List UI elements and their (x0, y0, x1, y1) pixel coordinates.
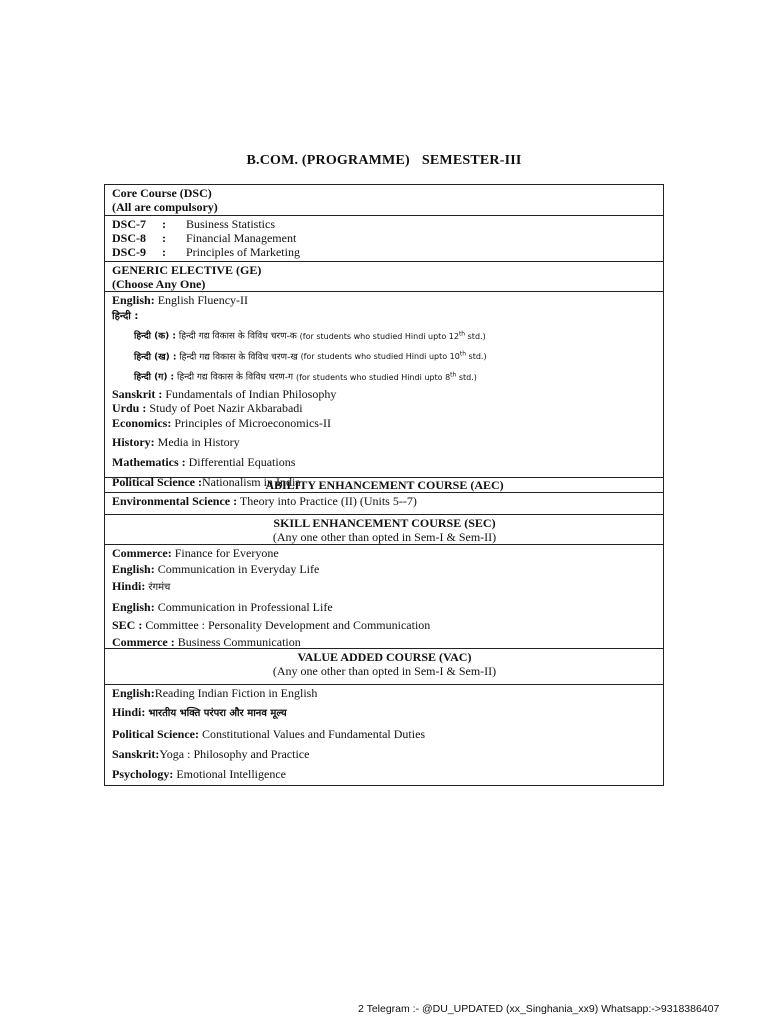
ge-hindi-option: हिन्दी (ग) : हिन्दी गद्य विकास के विविध चरण-ग (for students who studied Hindi upto 8th std.) (134, 371, 477, 383)
vac-item: English:Reading Indian Fiction in English (112, 686, 318, 700)
course-table (104, 184, 664, 786)
aec-item-section (105, 493, 663, 515)
vac-heading: VALUE ADDED COURSE (VAC) (297, 650, 472, 664)
dsc-colon: : (162, 245, 166, 259)
ge-english: English: English Fluency-II (112, 293, 249, 307)
dsc-code: DSC-7 (112, 217, 147, 231)
dsc-row (112, 217, 657, 231)
ge-urdu: Urdu : Study of Poet Nazir Akbarabadi (112, 400, 303, 415)
dsc-name: Financial Management (186, 231, 297, 245)
sec-item: Commerce: Finance for Everyone (112, 546, 279, 560)
title-programme: B.COM. (PROGRAMME) (246, 153, 410, 168)
dsc-colon: : (162, 217, 166, 231)
title-semester: SEMESTER-III (421, 153, 522, 168)
vac-item: Hindi: भारतीय भक्ति परंपरा और मानव मूल्य (112, 705, 287, 719)
sec-item: Hindi: रंगमंच (112, 579, 171, 593)
sec-subheading: (Any one other than opted in Sem-I & Sem-II) (272, 530, 497, 544)
ge-heading: GENERIC ELECTIVE (GE) (112, 263, 262, 277)
footer-text: 2 Telegram :- @DU_UPDATED (xx_Singhania_xx9) Whatsapp:->9318386407 (358, 1003, 720, 1015)
ge-subheading: (Choose Any One) (112, 277, 206, 291)
aec-item: Environmental Science : Theory into Practice (II) (Units 5--7) (112, 494, 417, 508)
core-subheading: (All are compulsory) (112, 200, 218, 214)
ge-hindi-option: हिन्दी (क) : हिन्दी गद्य विकास के विविध चरण-क (for students who studied Hindi upto 12th std.) (134, 330, 486, 342)
ge-heading-section (105, 262, 663, 292)
sec-heading-section (105, 515, 663, 545)
dsc-row (112, 245, 657, 259)
dsc-colon: : (162, 231, 166, 245)
ge-history: History: Media in History (112, 434, 240, 449)
core-heading: Core Course (DSC) (112, 186, 212, 200)
vac-subheading: (Any one other than opted in Sem-I & Sem-II) (272, 664, 497, 678)
sec-item: Commerce : Business Communication (112, 635, 301, 649)
dsc-name: Principles of Marketing (186, 245, 300, 259)
vac-item: Political Science: Constitutional Values and Fundamental Duties (112, 727, 426, 741)
aec-heading: ABILITY ENHANCEMENT COURSE (AEC) (265, 478, 504, 492)
core-heading-section (105, 185, 663, 216)
dsc-row (112, 231, 657, 245)
ge-economics: Economics: Principles of Microeconomics-II (112, 415, 331, 430)
vac-item: Sanskrit:Yoga : Philosophy and Practice (112, 747, 310, 761)
dsc-name: Business Statistics (186, 217, 276, 231)
core-items-section (105, 216, 663, 262)
sec-item: English: Communication in Professional Life (112, 600, 333, 614)
dsc-code: DSC-9 (112, 245, 147, 259)
sec-heading: SKILL ENHANCEMENT COURSE (SEC) (273, 516, 496, 530)
ge-sanskrit: Sanskrit : Fundamentals of Indian Philosophy (112, 386, 337, 401)
vac-heading-section (105, 649, 663, 685)
page-title (0, 153, 768, 169)
vac-items-section (105, 685, 663, 785)
sec-item: SEC : Committee : Personality Development and Communication (112, 618, 431, 632)
sec-item: English: Communication in Everyday Life (112, 562, 320, 576)
dsc-code: DSC-8 (112, 231, 147, 245)
ge-mathematics: Mathematics : Differential Equations (112, 454, 296, 469)
ge-political-science: Political Science :Nationalism in India (112, 474, 301, 489)
sec-items-section (105, 545, 663, 649)
vac-item: Psychology: Emotional Intelligence (112, 767, 286, 781)
ge-hindi-label: हिन्दी : (112, 311, 139, 322)
ge-hindi-option: हिन्दी (ख) : हिन्दी गद्य विकास के विविध चरण-ख (for students who studied Hindi upto 10th std.) (134, 350, 487, 363)
